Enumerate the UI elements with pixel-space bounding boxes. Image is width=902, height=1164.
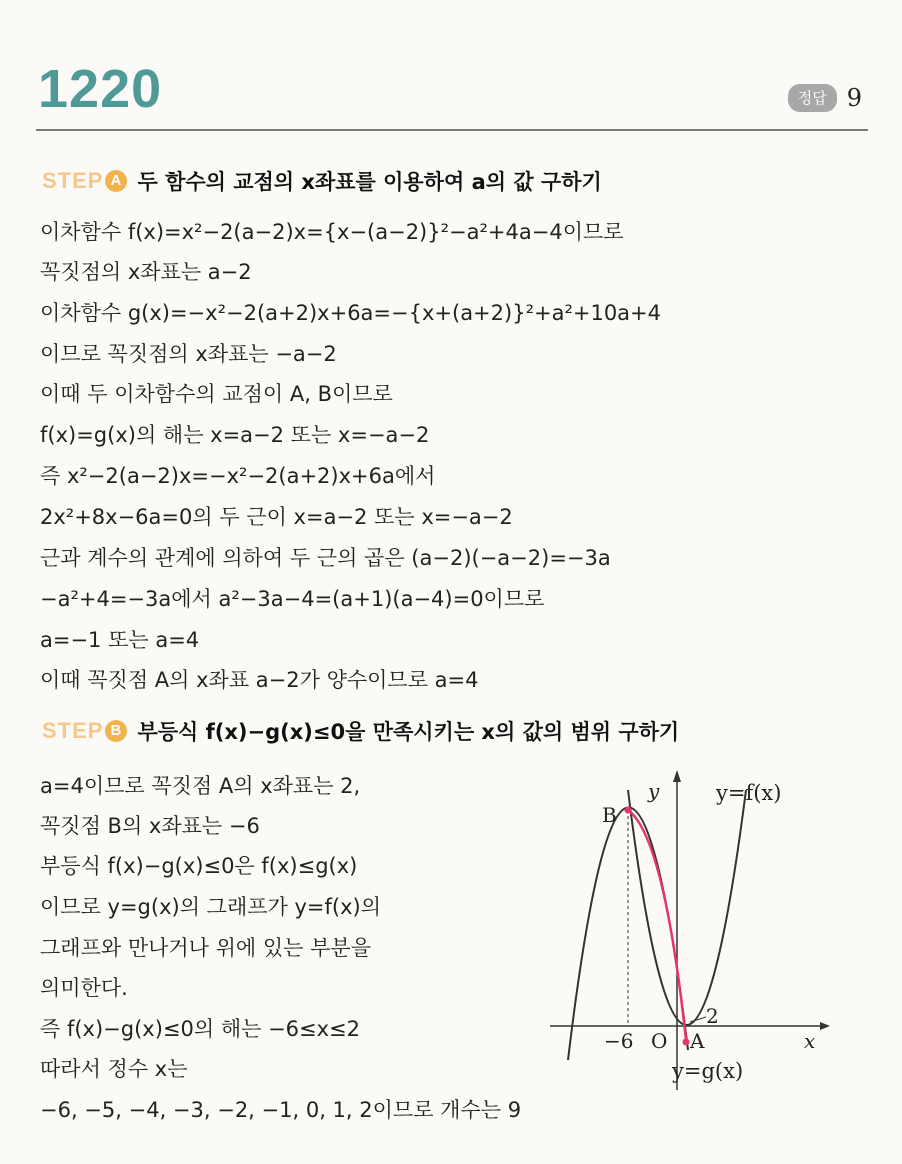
step-b-line: 그래프와 만나거나 위에 있는 부분을 — [40, 936, 371, 960]
point-a — [683, 1039, 690, 1046]
tick-2-pointer — [690, 1017, 706, 1022]
header-divider — [36, 129, 868, 131]
step-b-line: −6, −5, −4, −3, −2, −1, 0, 1, 2이므로 개수는 9 — [40, 1098, 522, 1122]
y-axis-arrow-icon — [673, 770, 681, 782]
step-b-line: 이므로 y=g(x)의 그래프가 y=f(x)의 — [40, 895, 381, 919]
step-b-line: 의미한다. — [40, 976, 128, 1000]
x-axis-arrow-icon — [820, 1022, 830, 1030]
f-curve — [628, 790, 746, 1025]
step-a-line: 2x²+8x−6a=0의 두 근이 x=a−2 또는 x=−a−2 — [40, 505, 513, 529]
function-graph — [540, 760, 840, 1100]
step-b-title: 부등식 f(x)−g(x)≤0을 만족시키는 x의 값의 범위 구하기 — [137, 720, 680, 744]
step-a-letter: A — [105, 170, 127, 192]
step-a-heading — [42, 166, 602, 196]
step-a-line: f(x)=g(x)의 해는 x=a−2 또는 x=−a−2 — [40, 423, 430, 447]
answer-badge: 정답 — [788, 84, 837, 112]
step-a-title: 두 함수의 교점의 x좌표를 이용하여 a의 값 구하기 — [137, 170, 602, 194]
point-b-label: B — [602, 803, 617, 827]
point-a-label: A — [690, 1029, 705, 1053]
origin-label: O — [651, 1029, 668, 1053]
g-label: y=g(x) — [672, 1059, 744, 1083]
step-a-line: 이때 꼭짓점 A의 x좌표 a−2가 양수이므로 a=4 — [40, 668, 479, 692]
y-axis-label: y — [648, 779, 660, 803]
step-a-line: 꼭짓점의 x좌표는 a−2 — [40, 260, 252, 284]
x-axis-label: x — [804, 1029, 816, 1053]
step-b-line: 즉 f(x)−g(x)≤0의 해는 −6≤x≤2 — [40, 1017, 361, 1041]
step-a-line: 근과 계수의 관계에 의하여 두 근의 곱은 (a−2)(−a−2)=−3a — [40, 546, 611, 570]
point-b — [625, 807, 632, 814]
tick-neg6-label: −6 — [604, 1029, 634, 1053]
step-b-line: 꼭짓점 B의 x좌표는 −6 — [40, 814, 260, 838]
step-a-line: a=−1 또는 a=4 — [40, 628, 200, 652]
step-a-line: 이므로 꼭짓점의 x좌표는 −a−2 — [40, 342, 337, 366]
tick-2-label: 2 — [706, 1004, 719, 1028]
step-a-line: 이차함수 g(x)=−x²−2(a+2)x+6a=−{x+(a+2)}²+a²+10a+4 — [40, 301, 662, 325]
step-b-line: a=4이므로 꼭짓점 A의 x좌표는 2, — [40, 774, 361, 798]
step-a-tag: STEP A — [42, 168, 127, 194]
step-a-line: −a²+4=−3a에서 a²−3a−4=(a+1)(a−4)=0이므로 — [40, 587, 545, 611]
answer-box — [788, 84, 862, 112]
answer-value: 9 — [846, 84, 862, 112]
step-a-line: 즉 x²−2(a−2)x=−x²−2(a+2)x+6a에서 — [40, 464, 436, 488]
step-b-tag: STEP B — [42, 718, 127, 744]
step-a-line: 이때 두 이차함수의 교점이 A, B이므로 — [40, 382, 393, 406]
step-a-line: 이차함수 f(x)=x²−2(a−2)x={x−(a−2)}²−a²+4a−4이므로 — [40, 220, 624, 244]
step-b-letter: B — [105, 720, 127, 742]
problem-number: 1220 — [38, 59, 163, 119]
f-label: y=f(x) — [716, 781, 782, 805]
step-b-heading — [42, 716, 679, 746]
step-b-line: 따라서 정수 x는 — [40, 1057, 188, 1081]
step-b-line: 부등식 f(x)−g(x)≤0은 f(x)≤g(x) — [40, 854, 358, 878]
